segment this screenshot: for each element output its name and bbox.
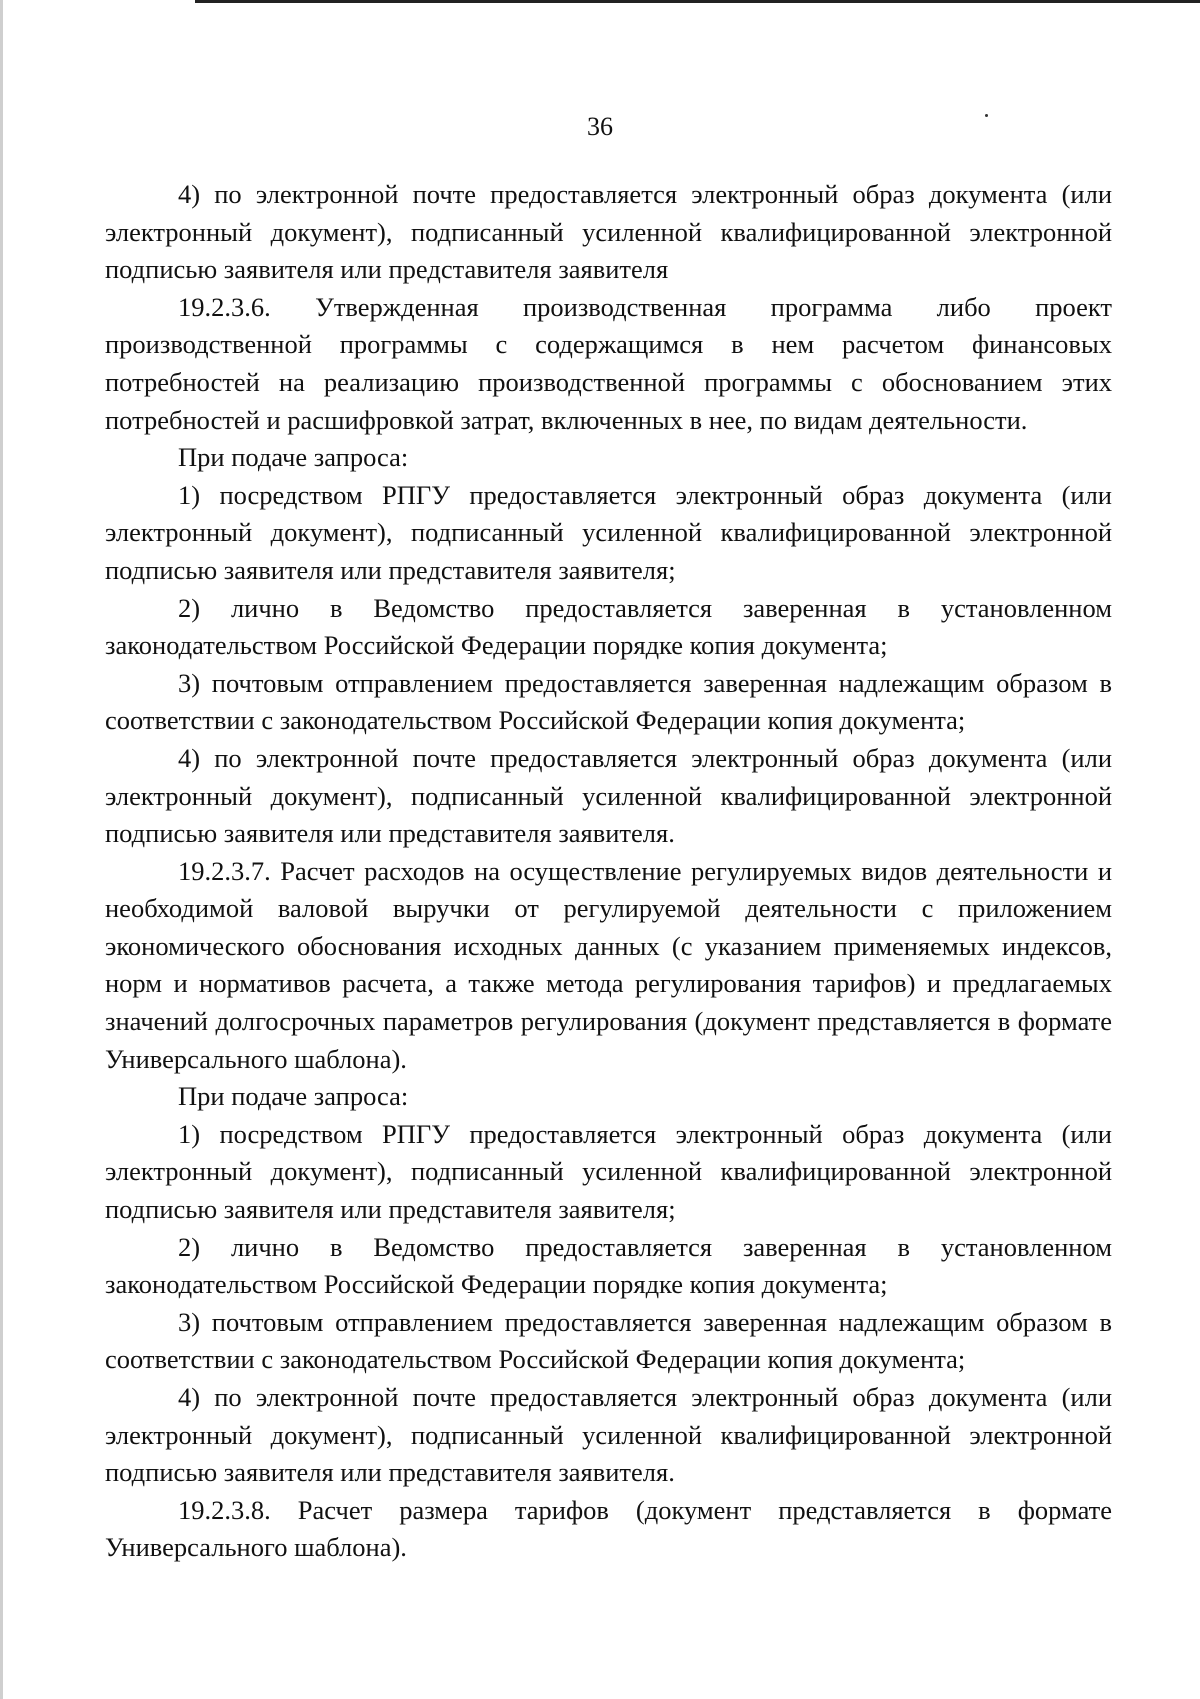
- paragraph-section-19-2-3-7: 19.2.3.7. Расчет расходов на осуществление регулируемых видов деятельности и необходимой валовой выручки от регулируемой деятельности с приложением экономического обоснования исходных данных (с указанием применяемых индексов, норм и нормативов расчета, а также метода регулирования тарифов) и предлагаемых значений долгосрочных параметров регулирования (документ представляется в формате Универсального шаблона).: [105, 855, 1112, 1074]
- document-body: [105, 176, 1112, 1567]
- paragraph-request-heading-1: При подаче запроса:: [178, 442, 409, 473]
- paragraph-item-2-in-person-2: 2) лично в Ведомство предоставляется заверенная в установленном законодательством Российской Федерации порядке копия документа;: [105, 1231, 1112, 1300]
- paragraph-item-3-post-1: 3) почтовым отправлением предоставляется заверенная надлежащим образом в соответствии с законодательством Российской Федерации копия документа;: [105, 667, 1112, 736]
- scan-border-top: [195, 0, 1200, 3]
- page-number: 36: [587, 112, 613, 141]
- paragraph-item-4-email-3: 4) по электронной почте предоставляется электронный образ документа (или электронный документ), подписанный усиленной квалифицированной электронной подписью заявителя или представителя заявителя.: [105, 1382, 1112, 1488]
- paragraph-item-1-rpgu-1: 1) посредством РПГУ предоставляется электронный образ документа (или электронный документ), подписанный усиленной квалифицированной электронной подписью заявителя или представителя заявителя;: [105, 479, 1112, 585]
- paragraph-request-heading-2: При подаче запроса:: [178, 1081, 409, 1112]
- paragraph-item-1-rpgu-2: 1) посредством РПГУ предоставляется электронный образ документа (или электронный документ), подписанный усиленной квалифицированной электронной подписью заявителя или представителя заявителя;: [105, 1118, 1112, 1225]
- paragraph-item-4-email-2: 4) по электронной почте предоставляется электронный образ документа (или электронный документ), подписанный усиленной квалифицированной электронной подписью заявителя или представителя заявителя.: [105, 742, 1112, 849]
- paragraph-section-19-2-3-8: 19.2.3.8. Расчет размера тарифов (документ представляется в формате Универсального шаблона).: [105, 1494, 1112, 1563]
- paragraph-section-19-2-3-6: 19.2.3.6. Утвержденная производственная программа либо проект производственной программы с содержащимся в нем расчетом финансовых потребностей на реализацию производственной программы с обоснованием этих потребностей и расшифровкой затрат, включенных в нее, по видам деятельности.: [105, 291, 1112, 435]
- paragraph-item-4-email-1: 4) по электронной почте предоставляется электронный образ документа (или электронный документ), подписанный усиленной квалифицированной электронной подписью заявителя или представителя заявителя: [105, 179, 1112, 285]
- scan-border-left: [0, 0, 3, 1699]
- paragraph-item-3-post-2: 3) почтовым отправлением предоставляется заверенная надлежащим образом в соответствии с законодательством Российской Федерации копия документа;: [105, 1306, 1112, 1375]
- paragraph-item-2-in-person-1: 2) лично в Ведомство предоставляется заверенная в установленном законодательством Российской Федерации порядке копия документа;: [105, 592, 1112, 661]
